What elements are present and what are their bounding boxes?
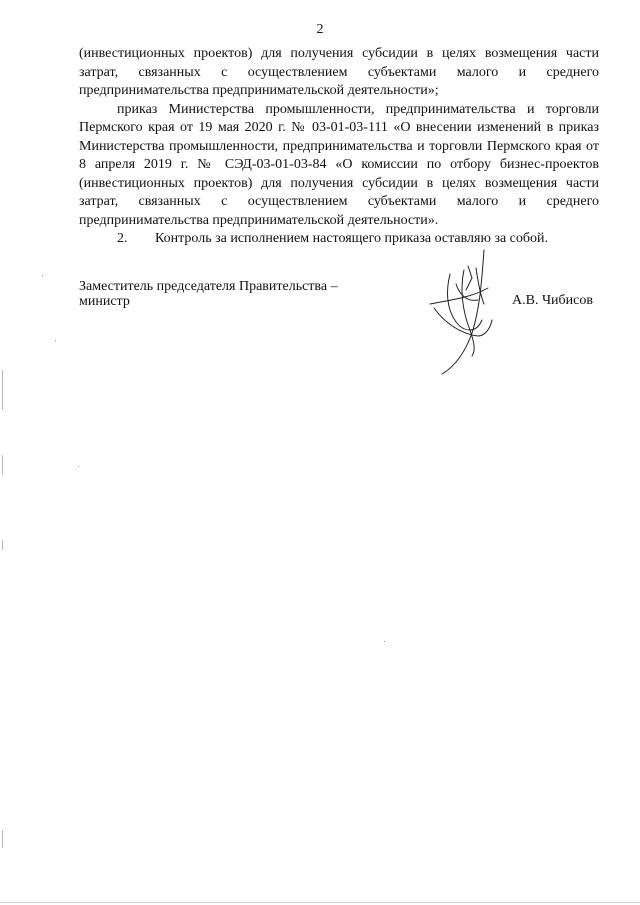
document-body	[79, 45, 599, 249]
paragraph-order-reference: приказ Министерства промышленности, предпринимательства и торговли Пермского края от 19 мая 2020 г. № 03-01-03-111 «О внесении изменений в приказ Министерства промышленности, предпринимательства и торговли Пермского края от 8 апреля 2019 г. № СЭД-03-01-03-84 «О комиссии по отбору бизнес-проектов (инвестиционных проектов) для получения субсидии в целях возмещения части затрат, связанных с осуществлением субъектами малого и среднего предпринимательства предпринимательской деятельности».	[79, 101, 599, 228]
item-text: Контроль за исполнением настоящего приказа оставляю за собой.	[155, 231, 549, 246]
scan-speck	[42, 275, 43, 276]
scan-speck	[384, 641, 385, 642]
signer-title-line-1: Заместитель председателя Правительства –	[79, 279, 338, 294]
scan-edge-mark	[2, 830, 3, 848]
handwritten-signature	[420, 238, 520, 378]
signer-title	[79, 279, 399, 309]
signer-title-line-2: министр	[79, 294, 130, 309]
scan-speck	[55, 340, 56, 341]
paragraph-continuation: (инвестиционных проектов) для получения субсидии в целях возмещения части затрат, связанных с осуществлением субъектами малого и среднего предпринимательства предпринимательской деятельности»;	[79, 46, 599, 98]
item-number: 2.	[117, 231, 128, 246]
scan-edge-mark	[2, 540, 3, 550]
scan-speck	[78, 466, 79, 467]
scan-bottom-edge	[0, 902, 640, 903]
signer-name: А.В. Чибисов	[512, 293, 593, 308]
page-number: 2	[316, 22, 324, 37]
scan-edge-mark	[2, 455, 3, 475]
numbered-item-2	[79, 230, 599, 249]
scan-edge-mark	[2, 370, 3, 410]
